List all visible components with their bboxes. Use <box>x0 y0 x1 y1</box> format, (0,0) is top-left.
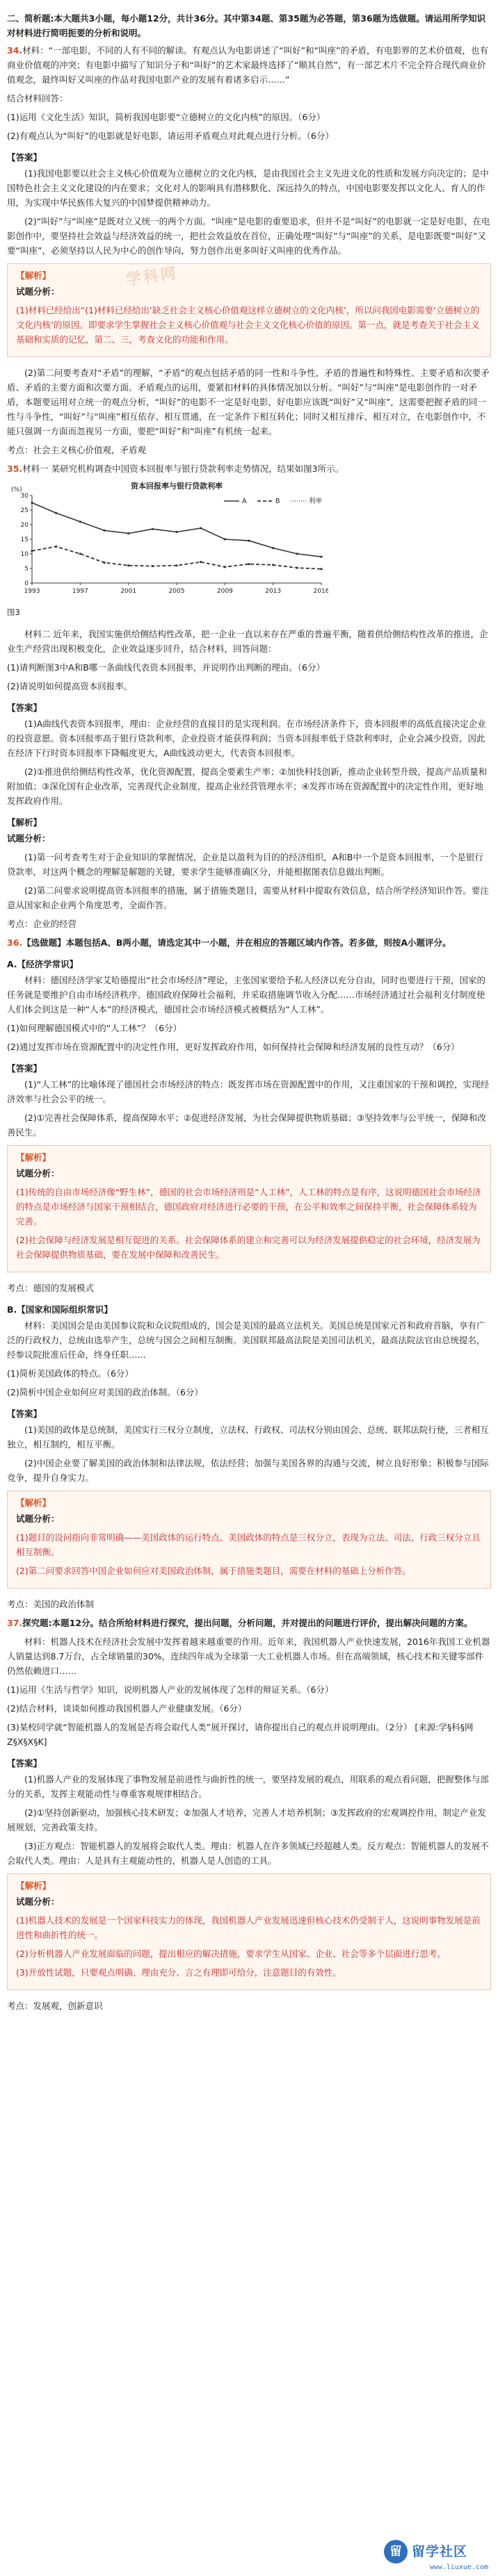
q35-ask-2: (2)请说明如何提高资本回报率。 <box>7 681 133 691</box>
q36-option-b-label: B.【国家和国际组织常识】 <box>7 1304 113 1315</box>
q36-b-analysis-box <box>7 1491 491 1589</box>
data-point-B <box>175 564 177 566</box>
q37-analysis-sub: 试题分析： <box>16 1896 60 1907</box>
data-point-A <box>175 531 177 533</box>
q37-ask-1: (1)运用《生活与哲学》知识，说明机器人产业的发展体现了怎样的辩证关系。（6分） <box>7 1684 334 1695</box>
data-point-B <box>127 564 129 566</box>
chart-caption: 图3 <box>7 607 20 617</box>
line-chart <box>8 480 328 598</box>
q34-analysis-sub: 试题分析： <box>16 286 60 297</box>
data-point-B <box>31 550 33 552</box>
q36-a-analysis-label: 【解析】 <box>16 1152 51 1163</box>
q36-b-analysis-1: (1)题目的设问指向非常明确——美国政体的运行特点。美国政体的特点是三权分立，表现为立法、司法、行政三权分立且相互制衡。 <box>16 1532 481 1557</box>
q37-answer-3: (3)正方观点：智能机器人的发展将会取代人类。理由：机器人在许多领域已经超越人类。反方观点：智能机器人的发展不会取代人类。理由：人是具有主观能动性的，机器人是人创造的工具。 <box>7 1841 489 1866</box>
q35-answer-2: (2)①推进供给侧结构性改革，优化资源配置，提高全要素生产率；②加快科技创新，推动企业转型升级，提高产品质量和附加值；③深化国有企业改革，完善现代企业制度，提高企业经营管理水平；④发挥市场在资源配置中的决定性作用，更好地发挥政府作用。 <box>7 766 488 806</box>
section-title: 二、简析题:本大题共3小题，每小题12分，共计36分。其中第34题、第35题为必答题，第36题为选做题。请运用所学知识对材料进行简明扼要的分析和说明。 <box>7 13 486 38</box>
q37-source: [来源:学§科§网Z§X§X§K] <box>7 1722 474 1747</box>
q35-material-2: 材料二 近年来，我国实施供给侧结构性改革，把一企业一直以来存在严重的普遍平衡，随着供给侧结构性改革的推进，企业生产经营出现积极变化，企业效益逐步回升，结合材料，回答问题： <box>7 629 488 654</box>
data-point-B <box>248 563 250 565</box>
data-point-B <box>79 552 81 555</box>
q37-title <box>7 1616 491 1630</box>
q34-analysis-1: (1)材料已经给出“(1)材料已经给出‘缺乏社会主义核心价值观这样立德树立的文化内核’，所以问我国电影需要‘立德树立的文化内核’的原因。即要求学生掌握社会主义核心价值观与社会主义文化核心价值的原因。第一点，就是考查关于社会主义基础和实质的记忆，第二、三，考查文化的功能和作用。 <box>16 305 480 345</box>
logo-text: 留学社区 <box>412 2543 468 2559</box>
q34-material <box>7 43 491 87</box>
q37-tag: 考点：发展观，创新意识 <box>7 2001 103 2011</box>
legend-label: B <box>275 498 280 505</box>
q36-option-b-material: 材料：美国国会是由美国参议院和众议院组成的，国会是美国的最高立法机关。美国总统是国家元首和政府首脑，享有广泛的行政权力，总统由选举产生，总统与国会之间相互制衡。美国联邦最高法院是美国司法机关，最高法院法官由总统提名，经参议院批准后任命，终身任职…… <box>7 1320 485 1360</box>
data-point-A <box>248 540 250 542</box>
q34-answer-1: (1)我国电影要以社会主义核心价值观为立德树立的文化内核，是由我国社会主义先进文化的性质和发展方向决定的；是中国特色社会主义文化建设的内在要求；文化对人的影响具有潜移默化、深远持久的特点，中国电影要发挥以文化人、育人的作用，为实现中华民族伟大复兴的中国梦提供精神动力。 <box>7 168 489 208</box>
data-point-B <box>224 566 226 568</box>
data-point-A <box>103 530 105 532</box>
x-tick-label: 2009 <box>216 588 233 595</box>
logo-mark-icon: 留 <box>384 2540 408 2563</box>
y-tick-label: 0 <box>24 580 29 587</box>
q35-material-1 <box>7 461 491 476</box>
q36-b-analysis-label: 【解析】 <box>16 1498 51 1508</box>
data-point-B <box>103 561 105 564</box>
legend-label: 利率 <box>309 498 323 505</box>
q37-analysis-box <box>7 1873 491 1990</box>
q36-title <box>7 935 491 950</box>
q34-analysis-2: (2)第二问要考查对“矛盾”的理解，“矛盾”的观点包括矛盾的同一性和斗争性，矛盾的普遍性和特殊性、主要矛盾和次要矛盾、矛盾的主要方面和次要方面。矛盾观点的运用，要紧扣材料的具体情况加以分析。“叫好”与“叫座”是电影创作的一对矛盾，本题要运用对立统一的观点分析，“叫好”的电影不一定是好电影，好电影应该既“叫好”又“叫座”，这需要把握矛盾的同一性与斗争性，“叫好”与“叫座”相互依存、相互贯通，在一定条件下相互转化；同时又相互排斥、相互对立，在电影创作中，不能只强调一方面而忽视另一方面，要把“叫好”和“叫座”有机统一起来。 <box>7 368 490 436</box>
q36-option-a-answer-2: (2)①完善社会保障体系，提高保障水平；②促进经济发展，为社会保障提供物质基础；③坚持效率与公平统一，保障和改善民生。 <box>7 1113 486 1138</box>
y-tick-label: 25 <box>20 507 29 514</box>
data-point-A <box>31 502 33 504</box>
q35-answer-label: 【答案】 <box>7 703 42 713</box>
data-point-A <box>320 556 322 558</box>
x-tick-label: 2016 <box>313 588 328 595</box>
q37-answer-2: (2)①坚持创新驱动，加强核心技术研发；②加强人才培养，完善人才培养机制；③发挥政府的宏观调控作用，制定产业发展规划，完善政策支持。 <box>7 1807 486 1832</box>
data-point-B <box>296 567 298 569</box>
q37-answer-label: 【答案】 <box>7 1758 42 1769</box>
series-line-A <box>32 503 321 557</box>
q37-ask-2: (2)结合材料，谈谈如何推动我国机器人产业健康发展。（6分） <box>7 1703 247 1714</box>
y-tick-label: 20 <box>20 522 29 529</box>
x-tick-label: 2005 <box>168 588 185 595</box>
y-tick-label: 30 <box>20 493 29 500</box>
q35-analysis-label: 【解析】 <box>7 817 42 828</box>
y-tick-label: 5 <box>24 566 29 573</box>
data-point-A <box>127 532 129 534</box>
q37-analysis-label: 【解析】 <box>16 1880 51 1891</box>
y-tick-label: 10 <box>20 551 29 558</box>
q36-option-b-answer-label: 【答案】 <box>7 1409 42 1419</box>
q36-b-analysis-sub: 试题分析： <box>16 1513 60 1524</box>
q36-title-text: 【选做题】本题包括A、B两小题，请选定其中一小题，并在相应的答题区域内作答。若多做，则按A小题评分。 <box>22 937 451 948</box>
q36-option-b-answer-2: (2)中国企业要了解美国的政治体制和法律法规，依法经营；加强与美国各界的沟通与交流，树立良好形象；积极参与国际竞争，提升自身实力。 <box>7 1458 489 1483</box>
data-point-A <box>272 547 274 549</box>
q34-title: 材料：“一部电影，不同的人有不同的解读。有观点认为电影讲述了“叫好”和“叫座”的矛盾，有电影界的艺术价值观，也有商业价值观的冲突；有电影中描写了知识分子和“叫好”的艺术家最终选择了“顺其自然”，有一部艺术片不完全符合现代商业价值观念，最终叫好又叫座的作品对我国电影产业的发展有着诸多启示……” <box>7 45 489 85</box>
q37-ask-3-text: (3)某校同学就“智能机器人的发展是否将会取代人类”展开探讨，请你提出自己的观点并说明理由。（2分） <box>7 1722 412 1732</box>
watermark-badge: 学科网 <box>124 264 179 290</box>
data-point-B <box>320 568 322 570</box>
q35-analysis-2: (2)第二问要求说明提高资本回报率的措施，属于措施类题目，需要从材料中提取有效信息，结合所学经济知识作答。要注意从国家和企业两个角度思考，全面作答。 <box>7 885 489 910</box>
q36-option-b-answer-1: (1)美国的政体是总统制，美国实行三权分立制度，立法权、行政权、司法权分别由国会、总统、联邦法院行使，三者相互独立，相互制约，相互平衡。 <box>7 1425 489 1450</box>
q36-option-a-ask-2: (2)通过发挥市场在资源配置中的决定性作用，更好发挥政府作用，如何保持社会保障和经济发展的良性互动？（6分） <box>7 1042 460 1052</box>
data-point-A <box>79 520 81 523</box>
data-point-A <box>55 512 57 514</box>
q37-number: 37. <box>7 1618 23 1628</box>
q37-title-text: 探究题:本题12分。结合所给材料进行探究，提出问题，分析问题，并对提出的问题进行评价，提出解决问题的方案。 <box>22 1618 473 1628</box>
q36-number: 36. <box>7 937 23 948</box>
data-point-A <box>200 527 202 529</box>
q34-ask-1: (1)运用《文化生活》知识，简析我国电影要“立德树立的文化内核”的原因。（6分） <box>7 112 326 122</box>
q36-b-tag: 考点：美国的政治体制 <box>7 1599 95 1609</box>
q35-title: 材料一 某研究机构调查中国资本回报率与银行贷款利率走势情况，结果如图3所示。 <box>22 463 344 474</box>
q36-b-analysis-2: (2)第二问要求回答中国企业如何应对美国政治体制，属于措施类题目，需要在材料的基础上分析作答。 <box>16 1566 411 1576</box>
legend-label: A <box>242 498 247 505</box>
q35-tag: 考点：企业的经营 <box>7 919 77 929</box>
q34-answer-2: (2)“叫好”与“叫座”是既对立又统一的两个方面。“叫座”是电影的重要追求，但并不是“叫好”的电影就一定是好电影，在电影创作中，要坚持社会效益与经济效益的统一，把社会效益放在首位，正确处理“叫好”与“叫座”的关系，是电影既要“叫好”又要“叫座”，必须坚持以人民为中心的创作导向，努力创作出更多叫好又叫座的优秀作品。 <box>7 216 490 256</box>
q36-a-tag: 考点：德国的发展模式 <box>7 1283 95 1293</box>
data-point-B <box>152 565 154 567</box>
q34-answer-label: 【答案】 <box>7 152 42 163</box>
q36-a-analysis-2: (2)社会保障与经济发展是相互促进的关系。社会保障体系的建立和完善可以为经济发展提供稳定的社会环境，经济发展为社会保障提供物质基础，要在发展中保障和改善民生。 <box>16 1235 481 1260</box>
q34-ask-2: (2)有观点认为“叫好”的电影就是好电影，请运用矛盾观点对此观点进行分析。（6分） <box>7 131 334 141</box>
y-axis-label: (%) <box>11 486 22 493</box>
q37-material: 材料：机器人技术在经济社会发展中发挥着越来越重要的作用。近年来，我国机器人产业快速发展，2016年我国工业机器人销量达到8.7万台，占全球销量的30%，连续四年成为全球第一大工业机器人市场。但在高端领域，核心技术和关键零部件仍然依赖进口…… <box>7 1636 490 1676</box>
q35-analysis-sub: 试题分析： <box>7 833 51 844</box>
data-point-B <box>272 564 274 566</box>
q36-a-analysis-box <box>7 1145 491 1272</box>
y-tick-label: 15 <box>20 536 29 543</box>
data-point-A <box>152 528 154 530</box>
x-tick-label: 1997 <box>72 588 88 595</box>
q35-analysis-1: (1)第一问考查考生对于企业知识的掌握情况，企业是以盈利为目的的经济组织，A和B中一个是资本回报率，一个是银行贷款率，对这两个概念的理解是解题的关键，要求学生能够准确区分，并能根据图表信息做出判断。 <box>7 852 483 877</box>
q36-option-a-answer-label: 【答案】 <box>7 1063 42 1074</box>
q34-analysis-box <box>7 263 491 357</box>
q34-number: 34. <box>7 45 23 56</box>
q37-analysis-2: (2)分析机器人产业发展面临的问题，提出相应的解决措施，要求学生从国家、企业、社会等多个层面进行思考。 <box>16 1949 446 1959</box>
x-tick-label: 2001 <box>120 588 137 595</box>
data-point-B <box>200 561 202 563</box>
q37-analysis-3: (3)开放性试题，只要观点明确、理由充分、言之有理即可给分，注意题目的有效性。 <box>16 1967 342 1978</box>
chart-title: 资本回报率与银行贷款利率 <box>131 482 223 491</box>
q36-option-a-material: 材料：德国经济学家艾哈德提出“社会市场经济”理论，主张国家要给予私人经济以充分自由，同时也要进行干预，国家的任务就是要维护自由市场经济秩序。德国政府保障社会福利，并采取措施调节收入分配……市场经济通过社会福利支付制度使人们体会到这是一种“人本”的经济模式，德国社会市场经济模式被概括为“人工林”。 <box>7 975 485 1015</box>
chart-container <box>8 480 328 602</box>
data-point-A <box>224 538 226 540</box>
data-point-A <box>296 552 298 555</box>
q34-tag: 考点：社会主义核心价值观，矛盾观 <box>7 445 147 455</box>
q35-ask-1: (1)请判断图3中A和B哪一条曲线代表资本回报率，并说明作出判断的理由。（6分） <box>7 662 325 673</box>
q36-a-analysis-1: (1)传统的自由市场经济像“野生林”，德国的社会市场经济则是“人工林”，人工林的特点是有序，这说明德国社会市场经济的特点是市场经济与国家干预相结合，德国政府对经济进行必要的干预，在公平和效率之间保持平衡，社会保障体系较为完善。 <box>16 1187 481 1227</box>
q34-material-more: 结合材料回答： <box>7 93 68 104</box>
logo-url: www.liuxue.com <box>429 2563 488 2571</box>
q36-option-b-ask-2: (2)简析中国企业如何应对美国的政治体制。（6分） <box>7 1387 203 1397</box>
x-tick-label: 2013 <box>265 588 282 595</box>
q34-analysis-label: 【解析】 <box>16 270 51 281</box>
q37-analysis-1: (1)机器人技术的发展是一个国家科技实力的体现，我国机器人产业发展迅速但核心技术仍受制于人，这说明事物发展是前进性和曲折性的统一。 <box>16 1915 481 1940</box>
q36-a-analysis-sub: 试题分析： <box>16 1168 60 1179</box>
q37-ask-3 <box>7 1720 491 1749</box>
q35-number: 35. <box>7 463 23 474</box>
q36-option-b-ask-1: (1)简析美国政体的特点。（6分） <box>7 1368 134 1379</box>
q36-option-a-ask-1: (1)如何理解德国模式中的“人工林”？（6分） <box>7 1023 182 1033</box>
data-point-B <box>55 545 57 548</box>
x-tick-label: 1993 <box>24 588 40 595</box>
q36-option-a-label: A.【经济学常识】 <box>7 959 79 969</box>
q36-option-a-answer-1: (1)“人工林”的比喻体现了德国社会市场经济的特点：既发挥市场在资源配置中的作用，又注重国家的干预和调控，实现经济效率与社会公平的统一。 <box>7 1079 490 1104</box>
q35-answer-1: (1)A曲线代表资本回报率，理由：企业经营的直接目的是实现利润。在市场经济条件下，资本回报率的高低直接决定企业的投资意愿。资本回报率高于银行贷款利率，企业投资才能获得利润；当资本回报率低于贷款利率时，企业会减少投资，因此在经济下行时资本回报率下降幅度更大，A曲线波动更大，代表资本回报率。 <box>7 719 486 758</box>
q37-answer-1: (1)机器人产业的发展体现了事物发展是前进性与曲折性的统一，要坚持发展的观点，用联系的观点看问题，把握整体与部分的关系，发挥主观能动性与尊重客观规律相结合。 <box>7 1774 489 1799</box>
